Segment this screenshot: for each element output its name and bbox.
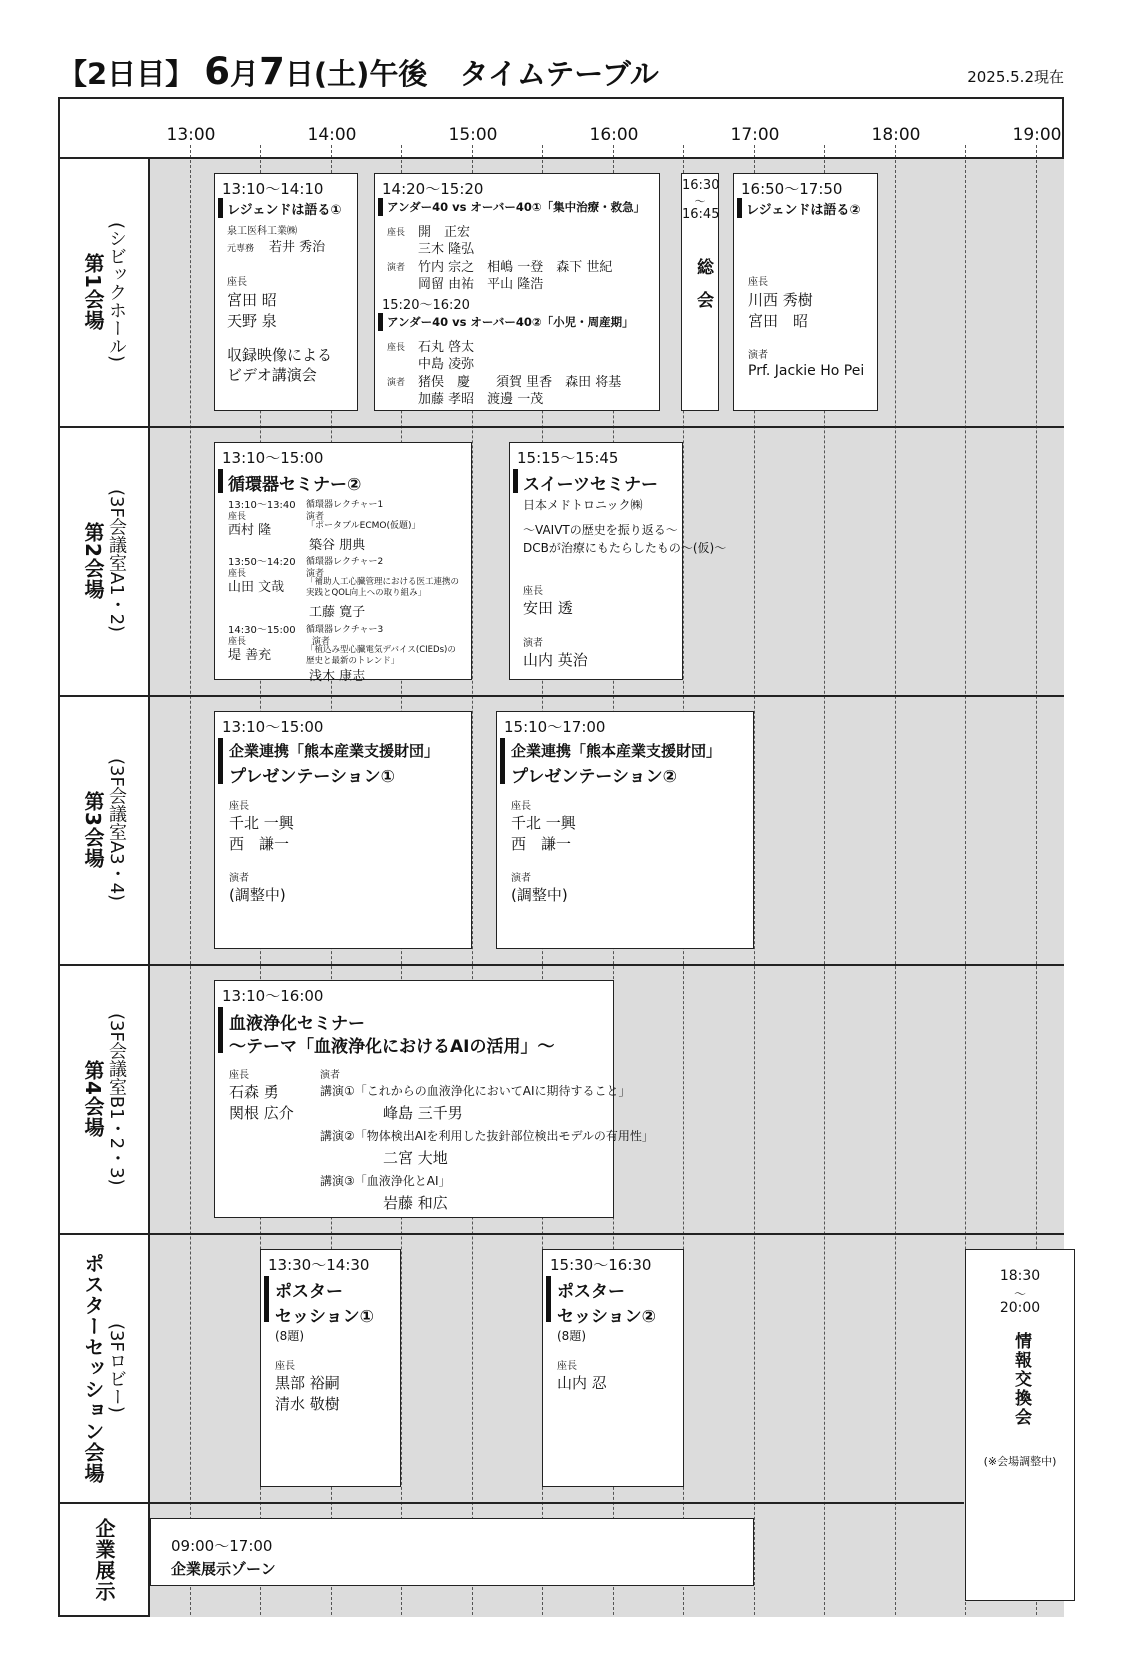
session-general-meeting[interactable] [681,173,719,411]
speaker-name: 峰島 三千男 [383,1104,463,1122]
row-divider [58,157,1064,159]
month: 6 [204,50,231,93]
chair-name: 石丸 啓太 [418,340,475,355]
chair-name: 西 謙一 [229,835,290,853]
topic-count: (8題) [275,1329,304,1343]
room-sub: (3Fロビー) [106,1323,127,1413]
title-bar [218,738,223,784]
room-name: 企業展示 [92,1518,116,1602]
chair-name: 宮田 昭 [748,312,809,330]
session-time: 13:10〜16:00 [222,987,324,1005]
speaker-name: 築谷 朋典 [309,538,366,553]
chair-name: 堤 善充 [228,648,272,663]
label-column-divider [148,157,150,1617]
session-title: スイーツセミナー [523,475,658,495]
chair-name: 山内 忍 [557,1374,607,1392]
lecture-label: 循環器レクチャー2 [306,557,384,567]
chair-name: 清水 敬樹 [275,1395,340,1413]
chair-name: 中島 凌弥 [418,357,475,372]
speaker-label: 演者 [306,569,325,579]
speaker-label: 演者 [312,637,331,647]
chair-label: 座長 [523,586,543,597]
room-label-4 [60,966,148,1232]
chair-label: 座長 [229,1070,249,1081]
session-networking[interactable] [965,1249,1075,1601]
tilde: 〜 [694,195,706,208]
room-label-2 [60,428,148,694]
session-time: 15:10〜17:00 [504,718,606,736]
speaker-label: 演者 [523,638,543,649]
note: 収録映像による [227,346,333,364]
chair-label: 座長 [511,801,531,812]
session-title: レジェンドは語る① [227,203,342,218]
chair-label: 座長 [748,277,768,288]
session-poster-1[interactable] [260,1249,401,1487]
session-time: 16:50〜17:50 [741,180,843,198]
session-time: 15:15〜15:45 [517,449,619,467]
session-title: 総会 [693,258,713,324]
hour-gridline [190,145,191,1615]
title-text: タイムテーブル [459,57,659,91]
chair-name: 川西 秀樹 [748,291,813,309]
speaker-name: 浅木 康志 [309,669,366,684]
as-of-date: 2025.5.2現在 [967,68,1064,86]
lecture-label: 循環器レクチャー1 [306,500,384,510]
note: ビデオ講演会 [227,366,317,384]
role: 元専務 [227,244,255,254]
title-bar [737,198,742,218]
chair-name: 関根 広介 [229,1104,294,1122]
lecture-title: 「ポータブルECMO(仮題)」 [306,521,421,531]
title-bar [546,1276,551,1322]
chair-name: 宮田 昭 [227,291,277,309]
room-name: 第3会場 [81,791,105,869]
session-u40-o40[interactable] [374,173,660,411]
session-blood-purification[interactable] [214,980,654,1218]
speaker-label: 演者 [387,378,406,388]
lecture-time: 13:50〜14:20 [228,557,296,568]
chair-name: 石森 勇 [229,1083,279,1101]
speaker-name: 二宮 大地 [383,1149,448,1167]
title-bar [500,738,505,784]
session-legend-1[interactable] [214,173,358,411]
session-time: 13:30〜14:30 [268,1256,370,1274]
session-title: ポスター [275,1282,343,1302]
session-kumamoto-1[interactable] [214,711,472,949]
lecture-time: 13:10〜13:40 [228,500,296,511]
row-divider [58,1502,964,1504]
weekday: (土) [313,57,370,91]
session-poster-2[interactable] [542,1249,684,1487]
lecture-title: 講演②「物体検出AIを利用した抜針部位検出モデルの有用性」 [320,1129,654,1143]
lecture-title: 講演③「血液浄化とAI」 [320,1174,451,1188]
room-name: ポスターセッション会場 [81,1252,105,1484]
session-title: 企業連携「熊本産業支援財団」 [511,742,722,760]
time-label: 18:00 [871,125,921,145]
session-end: 20:00 [999,1300,1041,1316]
time-label: 19:00 [1012,125,1062,145]
lecture-time: 14:30〜15:00 [228,625,296,636]
speaker-names: 竹内 宗之 相嶋 一登 森下 世紀 [418,260,613,275]
session-title: ポスター [557,1282,625,1302]
chair-label: 座長 [275,1361,295,1372]
day: 7 [259,50,285,93]
lecture-title: 「植込み型心臓電気デバイス(CIEDs)の [306,645,456,655]
chair-label: 座長 [229,801,249,812]
room-sub: (3F会議室A1・2) [106,489,127,633]
session-time: 13:10〜15:00 [222,449,324,467]
session-time: 13:10〜14:10 [222,180,324,198]
title-bar [378,313,383,331]
tilde: 〜 [1013,1287,1026,1301]
chair-name: 三木 隆弘 [418,242,475,257]
person: 若井 秀治 [269,240,326,255]
speaker-name: (調整中) [229,886,286,904]
session-title: 循環器セミナー② [228,475,362,495]
speaker-name: Prf. Jackie Ho Pei [748,363,865,379]
chair-name: 山田 文哉 [228,580,285,595]
session-legend-2[interactable] [733,173,878,411]
session-time: 15:30〜16:30 [550,1256,652,1274]
row-divider [58,1233,1064,1235]
session-start: 16:30 [682,178,720,193]
speaker-label: 演者 [387,263,406,273]
session-time: 13:10〜15:00 [222,718,324,736]
session-kumamoto-2[interactable] [496,711,754,949]
speaker-label: 演者 [229,873,249,884]
session-start: 18:30 [999,1268,1041,1284]
title-bar [378,198,383,216]
session-title: 情報交換会 [1011,1332,1031,1427]
chair-name: 黒部 裕嗣 [275,1374,340,1392]
title-bar [218,469,223,493]
time-label: 17:00 [730,125,780,145]
day-unit: 日 [284,57,314,91]
speaker-names: 岡留 由祐 平山 隆浩 [418,277,544,292]
session-title: アンダー40 vs オーバー40①「集中治療・救急」 [387,200,646,214]
speaker-names: 猪俣 慶 須賀 里香 森田 将基 [418,375,622,390]
exhibition-zone[interactable] [150,1518,754,1586]
chair-label: 座長 [557,1361,577,1372]
room-sub: (3F会議室A3・4) [106,758,127,902]
session-title: 〜テーマ「血液浄化におけるAIの活用」〜 [229,1037,555,1057]
month-unit: 月 [230,57,260,91]
chair-name: 開 正宏 [418,225,471,240]
speaker-name: 岩藤 和広 [383,1194,448,1212]
session-end: 16:45 [682,207,720,222]
room-name: 第1会場 [81,253,105,331]
org: 泉工医科工業㈱ [227,226,297,237]
room-name: 第2会場 [81,522,105,600]
chair-name: 西村 隆 [228,523,272,538]
session-time: 14:20〜15:20 [382,180,484,198]
topic-count: (8題) [557,1329,586,1343]
session-title: 企業連携「熊本産業支援財団」 [229,742,440,760]
chair-name: 千北 一興 [511,814,576,832]
session-title: プレゼンテーション① [229,767,396,787]
room-label-5 [60,1235,148,1501]
room-label-3 [60,697,148,963]
chair-label: 座長 [387,228,406,238]
session-title: レジェンドは語る② [746,203,861,218]
speaker-label: 演者 [306,512,325,522]
lecture-title: 講演①「これからの血液浄化においてAIに期待すること」 [320,1084,631,1098]
subtitle: DCBが治療にもたらしたもの〜(仮)〜 [523,541,727,555]
lecture-label: 循環器レクチャー3 [306,625,384,635]
room-name: 第4会場 [81,1060,105,1138]
session-title: セッション① [275,1307,375,1327]
time-label: 13:00 [166,125,216,145]
session-title: 企業展示ゾーン [171,1560,276,1578]
lecture-title: 歴史と最新のトレンド」 [306,656,400,666]
org: 日本メドトロニック㈱ [523,498,643,512]
time-label: 15:00 [448,125,498,145]
chair-label: 座長 [228,569,247,579]
chair-name: 安田 透 [523,599,573,617]
note: (※会場調整中) [983,1455,1057,1468]
room-label-6 [60,1504,148,1616]
lecture-title: 実践とQOL向上への取り組み」 [306,588,427,598]
speaker-name: 山内 英治 [523,651,588,669]
row-divider [58,426,1064,428]
day-tag: 【2日目】 [58,57,195,91]
speaker-label: 演者 [320,1070,340,1081]
time-label: 16:00 [589,125,639,145]
page-title [58,50,659,93]
lecture-title: 「補助人工心臓管理における医工連携の [306,577,460,587]
hour-gridline [895,145,896,1615]
subtitle: 〜VAIVTの歴史を振り返る〜 [523,523,678,537]
title-bar [218,1007,223,1053]
speaker-names: 加藤 孝昭 渡邊 一茂 [418,392,544,407]
title-bar [513,469,518,493]
title-bar [264,1276,269,1322]
room-label-1 [60,159,148,425]
chair-name: 千北 一興 [229,814,294,832]
speaker-name: (調整中) [511,886,568,904]
session-title: 血液浄化セミナー [229,1014,365,1034]
chair-name: 西 謙一 [511,835,572,853]
speaker-label: 演者 [511,873,531,884]
speaker-name: 工藤 寛子 [309,605,366,620]
row-divider [58,964,1064,966]
speaker-label: 演者 [748,350,768,361]
session-time: 15:20〜16:20 [382,298,470,313]
session-title: アンダー40 vs オーバー40②「小児・周産期」 [387,315,634,329]
session-title: セッション② [557,1307,657,1327]
chair-name: 天野 泉 [227,312,277,330]
row-divider [58,695,1064,697]
room-sub: (シビックホール) [106,221,127,363]
chair-label: 座長 [227,277,247,288]
time-label: 14:00 [307,125,357,145]
session-sweets-seminar[interactable] [509,442,727,680]
chair-label: 座長 [228,512,247,522]
session-cardio-seminar[interactable] [214,442,472,684]
period: 午後 [369,57,428,91]
title-bar [218,198,223,218]
chair-label: 座長 [387,343,406,353]
session-time: 09:00〜17:00 [171,1537,273,1555]
session-title: プレゼンテーション② [511,767,678,787]
chair-label: 座長 [228,637,247,647]
room-sub: (3F会議室B1・2・3) [106,1012,127,1186]
